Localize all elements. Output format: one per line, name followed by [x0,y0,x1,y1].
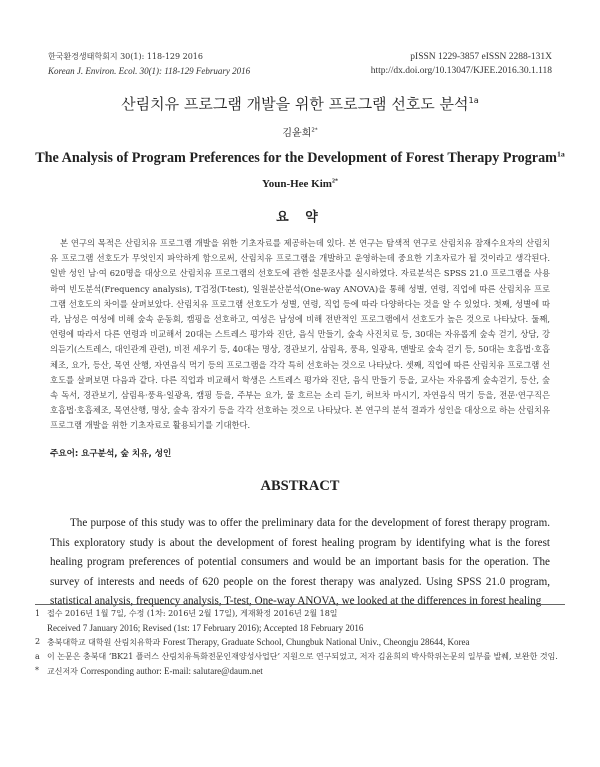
footnote-mark: 2 [35,637,41,646]
footnote-mark: a [35,652,40,661]
title-en-text: The Analysis of Program Preferences for the Development of Forest Therapy Program [35,150,558,166]
author-en [0,178,600,190]
title-kr-text: 산림치유 프로그램 개발을 위한 프로그램 선호도 분석 [121,95,469,113]
issn: pISSN 1229-3857 eISSN 2288-131X [410,52,552,62]
footnote-mark: 1 [35,609,41,618]
author-en-sup: 2* [331,178,339,185]
footnote-1 [35,607,565,635]
journal-name-en: Korean J. Environ. Ecol. 30(1): 118-129 February 2016 [48,66,251,76]
footnote-text-kr: 접수 2016년 1월 7일, 수정 (1차: 2016년 2월 17일), 게재확정 2016년 2월 18일 [47,609,338,618]
abstract-heading: ABSTRACT [260,478,340,494]
footnotes [35,607,565,679]
footnote-text-en: Received 7 January 2016; Revised (1st: 17 February 2016); Accepted 18 February 2016 [47,623,364,633]
journal-header-right [371,50,552,78]
paper-title-kr [0,93,600,114]
footnote-text-en: Forest Therapy, Graduate School, Chungbuk National Univ., Cheongju 28644, Korea [162,637,470,647]
author-en-name: Youn-Hee Kim [261,178,332,190]
keywords [50,447,171,459]
author-kr [0,124,600,139]
footnote-corresponding [35,664,565,679]
footnote-divider [35,604,565,605]
footnote-text-kr: 교신저자 [47,667,78,676]
korean-abstract-body: 본 연구의 목적은 산림치유 프로그램 개발을 위한 기초자료를 제공하는데 있다. 본 연구는 탐색적 연구로 산림치유 잠재수요자의 산림치유 프로그램 선호도가 무엇인지 파악하게 함으로써, 산림치유 프로그램을 개발하고 운영하는데 중요한 기초자료가 될 것이라고 생각된다. 일반 성인 남·여 620명을 대상으로 산림치유 프로그램의 선호도에 관한 설문조사를 실시하였다. 자료분석은 SPSS 21.0 프로그램을 사용하여 빈도분석(Frequency analysis), T검정(T-test), 일원분산분석(One-way ANOVA)을 통해 성별, 연령, 직업에 따른 산림치유 프로그램 선호도의 차이를 살펴보았다. 산림치유 프로그램 선호도가 성별, 연령, 직업 등에 따라 다양하다는 것을 알 수 있었다. 첫째, 성별에 따라, 남성은 여성에 비해 숲속 운동회, 캠핑을 선호하고, 여성은 남성에 비해 전반적인 프로그램에서 선호도가 높은 것으로 나타났다. 둘째, 연령에 따라서 다른 연령과 비교해서 20대는 스트레스 평가와 진단, 음식 만들기, 숲속 사진치료 등, 30대는 자유롭게 숲속 걷기, 상담, 강의듣기(스트레스, 대인관계 관련), 비전 세우기 등, 40대는 명상, 경관보기, 삼림욕, 풍욕, 일광욕, 맨발로 숲속 걷기 등, 50대는 호흡법·호흡체조, 요가, 등산, 목연 산행, 자연음식 먹기 등의 프로그램을 각각 특히 선호하는 것으로 나타났다. 셋째, 직업에 따른 산림치유 프로그램 선호도를 살펴보면 다음과 같다. 다른 직업과 비교해서 학생은 스트레스 평가와 진단, 음식 만들기 등을, 교사는 자유롭게 숲속걷기, 등산, 숲속 독서, 경관보기, 삼림욕·풍욕·일광욕, 캠핑 등을, 주부는 요가, 물 흐르는 소리 듣기, 허브차 마시기, 자연음식 먹기 등을, 전문·연구직은 호흡법·호흡체조, 목연산행, 명상, 숲속 잠자기 등을 각각 선호하는 것으로 나타났다. 본 연구의 분석 결과가 성인을 대상으로 하는 산림치유 프로그램 개발을 위한 기초자료로 활용되기를 기대한다. [50,238,550,431]
footnote-mark: * [35,666,39,675]
author-kr-sup: 2* [311,127,318,134]
title-en-sup: 1a [557,149,565,159]
footnote-text-kr: 충북대학교 대학원 산림치유학과 [47,638,161,647]
footnote-2 [35,635,565,650]
paper-title-en [0,150,600,167]
doi-link[interactable]: http://dx.doi.org/10.13047/KJEE.2016.30.1.118 [370,66,552,76]
abstract-body: The purpose of this study was to offer the preliminary data for the development of forest therapy program. This exploratory study is about the development of forest healing program by identifying what is the forest healing program preferences of potential consumers and would be an important basis for the operation. The survey of interests and needs of 620 people on the forest therapy was analyzed. Using SPSS 21.0 program, statistical analysis, frequency analysis, T-test, One-way ANOVA, we looked at the differences in forest healing [50,517,550,607]
journal-header-left [48,50,250,78]
korean-abstract-heading: 요 약 [276,210,324,225]
keywords-list: 요구분석, 숲 치유, 성인 [81,449,172,459]
title-kr-sup: 1a [468,95,479,105]
keywords-label: 주요어: [50,449,79,459]
author-kr-name: 김윤희 [282,128,312,139]
footnote-a [35,650,565,664]
footnote-text-kr: 이 논문은 충북대 ‘BK21 플러스 산림치유특화전문인재양성사업단’ 지원으로 연구되었고, 저자 김윤희의 박사학위논문의 일부를 발췌, 보완한 것임. [47,652,558,661]
journal-name-kr: 한국환경생태학회지 30(1): 118-129 2016 [48,52,203,61]
footnote-text-en: Corresponding author: E-mail: salutare@daum.net [80,666,263,676]
